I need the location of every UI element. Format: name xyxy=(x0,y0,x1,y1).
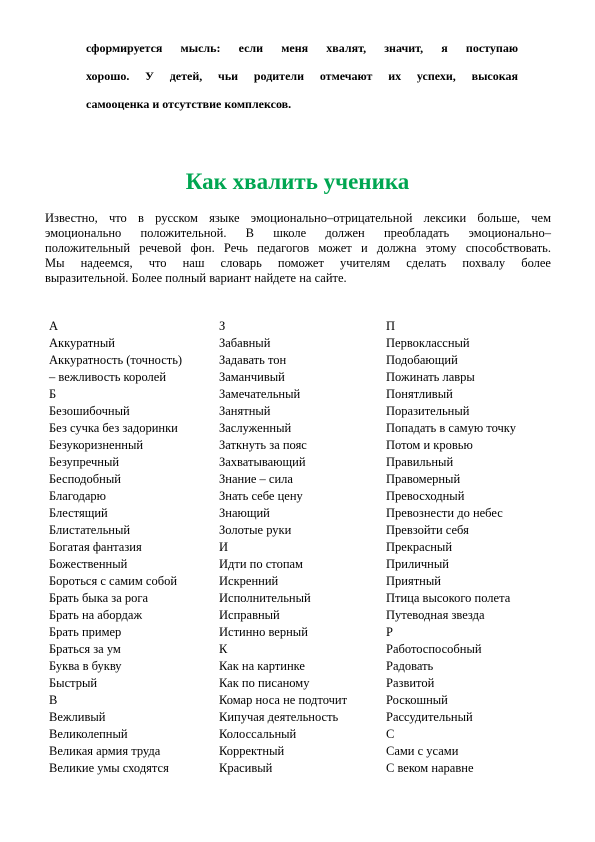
word-list-item: Забавный xyxy=(219,336,271,350)
section-paragraph xyxy=(45,211,551,286)
word-list-item: Попадать в самую точку xyxy=(386,421,516,435)
word-list-item: Работоспособный xyxy=(386,642,482,656)
word-list-item: З xyxy=(219,319,226,333)
word-list-item: Колоссальный xyxy=(219,727,297,741)
word-list-item: Великие умы сходятся xyxy=(49,761,169,775)
paragraph-line: положительный речевой фон. Речь педагогов может и должна этому способствовать. xyxy=(45,241,551,255)
word-list-item: Знание – сила xyxy=(219,472,293,486)
word-list-item: Понятливый xyxy=(386,387,453,401)
word-list-item: И xyxy=(219,540,229,554)
section-title: Как хвалить ученика xyxy=(185,169,410,194)
word-list-item: Приятный xyxy=(386,574,441,588)
word-list-item: Великолепный xyxy=(49,727,128,741)
word-list-item: Занятный xyxy=(219,404,271,418)
paragraph-line: эмоционально положительной. В школе должен преобладать эмоционально– xyxy=(45,226,551,240)
word-list-item: С веком наравне xyxy=(386,761,474,775)
word-list-item: Быстрый xyxy=(49,676,98,690)
word-list-item: Божественный xyxy=(49,557,128,571)
word-list-item: Вежливый xyxy=(49,710,106,724)
word-list-item: Превосходный xyxy=(386,489,465,503)
paragraph-line: Известно, что в русском языке эмоционально–отрицательной лексики больше, чем xyxy=(45,211,551,225)
word-list-item: П xyxy=(386,319,396,333)
word-list-item: Замечательный xyxy=(219,387,301,401)
word-list-item: Брать пример xyxy=(49,625,122,639)
word-list-item: Богатая фантазия xyxy=(49,540,142,554)
word-list-item: Заслуженный xyxy=(219,421,292,435)
word-list-item: С xyxy=(386,727,395,741)
word-list-item: Радовать xyxy=(386,659,434,673)
word-list-item: Исправный xyxy=(219,608,280,622)
word-list-item: Истинно верный xyxy=(219,625,308,639)
word-list-item: Как по писаному xyxy=(219,676,310,690)
paragraph-line: выразительной. Более полный вариант найдете на сайте. xyxy=(45,271,347,285)
word-list-item: Развитой xyxy=(386,676,435,690)
word-list-item: Аккуратный xyxy=(49,336,115,350)
word-list-item: Задавать тон xyxy=(219,353,287,367)
word-list-item: Идти по стопам xyxy=(219,557,303,571)
word-list-item: Потом и кровью xyxy=(386,438,473,452)
word-list-column-1 xyxy=(49,318,217,777)
word-list-item: Безупречный xyxy=(49,455,120,469)
word-list-item: К xyxy=(219,642,228,656)
word-list-item: Поразительный xyxy=(386,404,470,418)
word-list-item: Великая армия труда xyxy=(49,744,161,758)
word-list-item: Рассудительный xyxy=(386,710,473,724)
word-list-item: Без сучка без задоринки xyxy=(49,421,178,435)
word-list-item: Комар носа не подточит xyxy=(219,693,348,707)
word-list-item: Роскошный xyxy=(386,693,448,707)
word-list-item: Б xyxy=(49,387,57,401)
word-list-item: Безукоризненный xyxy=(49,438,144,452)
word-list-item: Блистательный xyxy=(49,523,131,537)
word-list-item: Благодарю xyxy=(49,489,107,503)
word-list-item: Брать быка за рога xyxy=(49,591,149,605)
word-list-item: Брать на абордаж xyxy=(49,608,143,622)
word-list-item: Прекрасный xyxy=(386,540,453,554)
word-list-item: Приличный xyxy=(386,557,449,571)
word-list-item: Корректный xyxy=(219,744,285,758)
word-list-item: Р xyxy=(386,625,393,639)
word-list-item: Знать себе цену xyxy=(219,489,303,503)
word-list-item: Превознести до небес xyxy=(386,506,503,520)
word-list-item: Безошибочный xyxy=(49,404,130,418)
word-list-item: Заманчивый xyxy=(219,370,285,384)
word-list-item: Красивый xyxy=(219,761,273,775)
word-list-item: Знающий xyxy=(219,506,270,520)
word-list-column-3 xyxy=(386,318,546,777)
word-list-item: В xyxy=(49,693,58,707)
paragraph-line: Мы надеемся, что наш словарь поможет учителям сделать похвалу более xyxy=(45,256,551,270)
word-list-item: Подобающий xyxy=(386,353,458,367)
word-list-item: А xyxy=(49,319,59,333)
word-list-item: – вежливость королей xyxy=(49,370,167,384)
word-list-item: Птица высокого полета xyxy=(386,591,511,605)
word-list-item: Сами с усами xyxy=(386,744,459,758)
word-list-item: Как на картинке xyxy=(219,659,305,673)
word-list-item: Правомерный xyxy=(386,472,461,486)
word-list-item: Пожинать лавры xyxy=(386,370,475,384)
word-list-item: Заткнуть за пояс xyxy=(219,438,307,452)
word-list-item: Превзойти себя xyxy=(386,523,469,537)
intro-text xyxy=(86,41,518,125)
word-list-item: Золотые руки xyxy=(219,523,292,537)
word-list-item: Кипучая деятельность xyxy=(219,710,339,724)
word-list-item: Браться за ум xyxy=(49,642,121,656)
word-list-item: Бороться с самим собой xyxy=(49,574,178,588)
word-list-item: Аккуратность (точность) xyxy=(49,353,183,367)
word-list-item: Буква в букву xyxy=(49,659,122,673)
word-list-item: Исполнительный xyxy=(219,591,311,605)
word-list-item: Правильный xyxy=(386,455,454,469)
word-list-item: Путеводная звезда xyxy=(386,608,485,622)
word-list-column-2 xyxy=(219,318,387,777)
intro-line: самооценка и отсутствие комплексов. xyxy=(86,97,292,111)
word-list-item: Захватывающий xyxy=(219,455,306,469)
intro-line: сформируется мысль: если меня хвалят, значит, я поступаю xyxy=(86,41,518,55)
word-list-item: Первоклассный xyxy=(386,336,470,350)
word-list-item: Блестящий xyxy=(49,506,108,520)
intro-line: хорошо. У детей, чьи родители отмечают их успехи, высокая xyxy=(86,69,518,83)
word-list-item: Искренний xyxy=(219,574,279,588)
word-list-item: Бесподобный xyxy=(49,472,121,486)
